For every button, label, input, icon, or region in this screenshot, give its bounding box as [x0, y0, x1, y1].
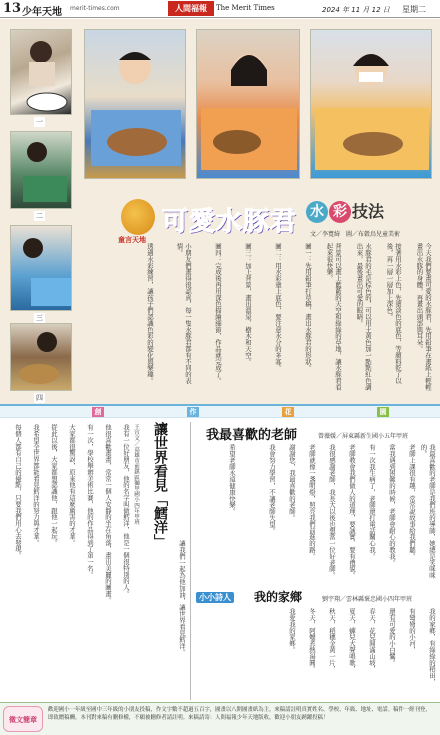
poem-line-2: 有彎彎的小河， [408, 608, 416, 653]
article2-column-4: 有一次我生病了，老師還打電話關心我。 [368, 444, 376, 560]
article1-column-7: 每個人都有自己的優點，只要我們用心去發現。 [14, 424, 22, 559]
photo-illustration [11, 226, 72, 311]
poem-line-4: 春天，花兒開滿山坡， [368, 608, 376, 672]
photo-label-4: 四 [36, 394, 43, 402]
article2-column-7: 老師就像一盞明燈，照亮我們前進的路。 [308, 444, 316, 560]
page-number: 13 [3, 1, 22, 16]
strip-tag-1: 創 [92, 407, 104, 417]
issue-date: 2024 年 11 月 12 日 [322, 6, 390, 14]
feature-column-9: 小朋友們畫得很認真，每一隻水豚君都有不同的表情。 [175, 243, 192, 384]
feature-column-4: 背景可以畫上藍藍的天空和綠綠的草地，讓水豚君看起來很快樂。 [325, 243, 342, 391]
article2-column-5: 老師教會我們做人的道理，要誠實、要有禮貌。 [348, 444, 356, 579]
page-header [0, 0, 440, 18]
feature-subtitle [306, 201, 384, 227]
article1-column-1: 我有一位好朋友，他的名字叫做鱈洋，他是一個很特別的人。 [122, 424, 130, 597]
article2-author: 曾薇媛／屏東縣新生國小五年甲班 [318, 433, 409, 440]
photo-child-painting-4 [10, 323, 72, 391]
article1-column-2: 他很喜歡畫畫，常常一個人安靜的坐在角落，畫出美麗的圖畫。 [104, 424, 112, 604]
photo-boy-with-artwork [84, 29, 186, 179]
newspaper-logo-english: The Merit Times [216, 4, 275, 12]
article2-column-2: 老師上課很有趣，常常說故事給我們聽。 [408, 444, 416, 560]
photo-illustration [11, 30, 72, 115]
submission-footer [0, 702, 440, 735]
subtitle-char-color: 彩 [329, 201, 351, 223]
photo-illustration [11, 324, 72, 391]
photo-illustration [11, 132, 72, 209]
article1-column-3: 有一次，學校舉辦美術比賽，他的作品得到了第一名。 [86, 424, 94, 578]
subtitle-char-water: 水 [306, 201, 328, 223]
article2-title: 我最喜歡的老師 [206, 428, 298, 443]
section-name: 少年天地 [22, 7, 62, 18]
feature-title: 可愛水豚君 [162, 207, 298, 237]
photo-label-3: 三 [36, 314, 43, 322]
poem-line-3: 還有可愛的小白鷺。 [388, 608, 396, 666]
feature-column-10: 透過水彩練習，讓孩子們認識色彩的變化與樂趣。 [146, 243, 154, 384]
submission-badge: 徵文簡章 [3, 706, 43, 732]
column-badge-label: 童言天地 [118, 236, 146, 244]
article1-column-4: 大家都很驚訝，原來他有這麼厲害的才華。 [68, 424, 76, 546]
feature-column-3: 水豚君的毛是棕色的，可以用土黃色加一點點紅色調出來，最後畫出可愛的眼睛。 [355, 243, 372, 391]
photo-label-2: 二 [36, 212, 43, 220]
article2-column-8: 謝謝您，我最喜歡的老師。 [288, 444, 296, 521]
issue-weekday: 星期二 [402, 5, 426, 14]
photo-label-1: 一 [36, 118, 43, 126]
photo-masked-girl-with-artwork [310, 29, 432, 179]
submission-text: 歡迎國小一年級至國中三年級的小朋友投稿，作文字數不超過五百字，圖畫以八開圖畫紙為主。來稿請註明真實姓名、學校、年級、地址、電話。稿件一經刊登，即致贈稿酬。本刊對來稿有刪修權，不願被刪修者請註明。來稿請寄：人間福報少年天地版收。歡迎小朋友踴躍投稿！ [48, 707, 431, 721]
photo-illustration [197, 30, 300, 179]
poem-author: 劉宇翔／雲林縣褒忠國小四年甲班 [322, 596, 413, 603]
article2-column-3: 當我遇到困難的時候，老師會耐心的教我。 [388, 444, 396, 566]
poem-section-tag: 小小詩人 [196, 592, 234, 603]
feature-byline: 文／李寬綺 圖／布穀鳥兒童美術 [310, 231, 401, 238]
poem-line-1: 我的家鄉，有綠綠的稻田， [428, 608, 436, 685]
article1-column-6: 我希望全世界都能看見鱈洋的努力與才華。 [32, 424, 40, 546]
strip-tag-4: 園 [377, 407, 389, 417]
subtitle-rest: 技法 [352, 202, 385, 221]
photo-child-painting-3 [10, 225, 72, 311]
poem-line-8: 我愛我的家鄉。 [288, 608, 296, 653]
feature-column-6: 圖二：用水彩塗上底色，要注意水分的多寡。 [274, 243, 282, 371]
photo-illustration [85, 30, 186, 179]
poem-line-5: 夏天，蟬兒大聲唱歌， [348, 608, 356, 672]
article2-column-10: 希望老師永遠健康快樂。 [228, 444, 236, 515]
feature-column-8: 圖四：完成後再用深色描繪細節，作品就完成了。 [214, 243, 222, 384]
photo-illustration [311, 30, 432, 179]
sun-badge-icon [121, 199, 155, 235]
feature-panel [0, 19, 440, 404]
site-url[interactable]: merit-times.com [70, 5, 120, 12]
article2-column-1: 我最喜歡的老師是我們班的導師，她總是笑咪咪的。 [419, 444, 436, 579]
photo-girl-with-artwork [196, 29, 300, 179]
feature-column-5: 圖一：先用鉛筆打草稿，畫出水豚君的形狀。 [304, 243, 312, 371]
article1-author: 王宣文／高雄市前鎮區獅甲國小四年甲班 [133, 424, 139, 525]
poem-line-7: 冬天，阿嬤煮熱湯圓。 [308, 608, 316, 672]
column-divider [190, 422, 191, 700]
article1-title: 讓世界看見「鱈洋」 [152, 422, 168, 548]
article1-column-8: 讓我們一起為他加油，讓世界看見鱈洋。 [178, 540, 186, 656]
feature-column-1: 今天我們要畫可愛的水豚君，先用鉛筆在畫紙上輕輕畫出水豚的身體，再畫出頭部與耳朵。 [415, 243, 432, 391]
newspaper-logo: 人間福報 [168, 1, 214, 16]
feature-column-2: 接著用水彩上色，先塗淡色的底色，等顏料乾了以後，再一層一層加上深色。 [385, 243, 402, 384]
poem-line-6: 秋天，稻穗金黃一片， [328, 608, 336, 672]
strip-tag-3: 花 [282, 407, 294, 417]
strip-tag-2: 作 [187, 407, 199, 417]
poem-title: 我的家鄉 [254, 590, 303, 604]
photo-child-painting-1 [10, 29, 72, 115]
feature-column-7: 圖三：加上背景，畫出溫泉、樹木和天空。 [244, 243, 252, 365]
article2-column-6: 我很感謝老師，我長大以後也想當一位好老師。 [328, 444, 336, 579]
feature-title-block [118, 199, 440, 249]
photo-child-painting-2 [10, 131, 72, 209]
section-strip [0, 404, 440, 418]
article2-column-9: 我會努力學習，不讓老師失望。 [268, 444, 276, 534]
article1-column-5: 從此以後，大家都想認識他，跟他一起玩。 [50, 424, 58, 546]
